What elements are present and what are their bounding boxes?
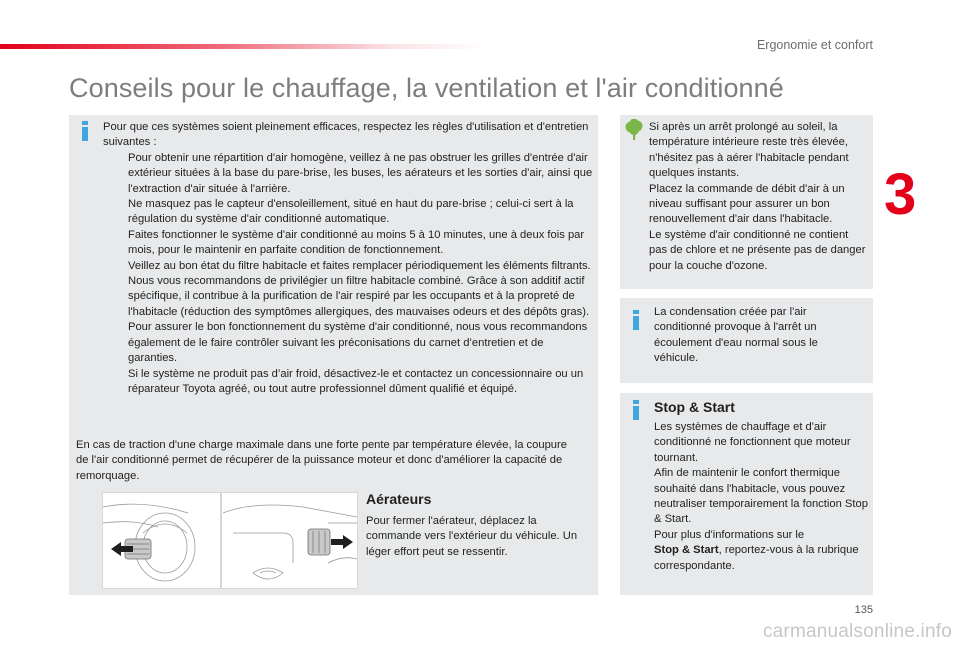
intro-paragraph: Pour que ces systèmes soient pleinement efficaces, respectez les règles d'utilisation et d'entretien suivantes : (103, 121, 589, 149)
watermark: carmanualsonline.info (762, 621, 952, 642)
list-item: Pour assurer le bon fonctionnement du système d'air conditionné, nous vous recommandons également de le faire contrôler suivant les préconisations du carnet d’entretien et de garanties. (128, 321, 588, 365)
list-item: Ne masquez pas le capteur d'ensoleillement, situé en haut du pare-brise ; celui-ci sert à la régulation du système d'air conditionné automatique. (128, 198, 574, 226)
info-icon (80, 121, 89, 141)
air-vent-arrow-icon (103, 493, 357, 588)
list-item: Faites fonctionner le système d'air conditionné au moins 5 à 10 minutes, une à deux fois par mois, pour le maintenir en parfaite condition de fonctionnement. (128, 228, 585, 257)
main-advice-text (103, 120, 593, 397)
aerateurs-text: Pour fermer l'aérateur, déplacez la commande vers l'extérieur du véhicule. Un léger effort peut se ressentir. (366, 515, 578, 558)
page-number: 135 (854, 604, 873, 616)
sun-tip-text (649, 120, 869, 274)
list-item: Pour obtenir une répartition d'air homogène, veillez à ne pas obstruer les grilles d'entrée d'air extérieur situées à la base du pare-brise, les buses, les aérateurs et les sorties d'air, ainsi que l'extraction d'air située à l'arrière. (128, 151, 593, 195)
stop-start-text: Les systèmes de chauffage et d'air conditionné ne fonctionnent que moteur tournant. Afin de maintenir le confort thermique souhaité dans l'habitacle, vous pouvez neutraliser temporairement la fonction Stop & Start. Pour plus d'informations sur le Stop & Start, reportez-vous à la rubrique correspondante. (654, 421, 868, 572)
dashboard-vents-illustration (102, 492, 358, 589)
sun-tip-line: Le système d'air conditionné ne contient pas de chlore et ne présente pas de danger pour la couche d'ozone. (649, 228, 866, 272)
condensation-text: La condensation créée par l'air conditionné provoque à l'arrêt un écoulement d'eau normal sous le véhicule. (654, 306, 818, 365)
filter-recommendation: Nous vous recommandons de privilégier un filtre habitacle combiné. Grâce à son additif actif spécifique, il contribue à la purification de l'air respiré par les occupants et à la propreté de l'habitacle (réduction des symptômes allergiques, des mauvaises odeurs et des dépôts gras). (128, 275, 590, 318)
info-icon (631, 310, 640, 330)
section-label: Ergonomie et confort (756, 38, 873, 52)
info-icon (631, 400, 640, 420)
sun-tip-line: Si après un arrêt prolongé au soleil, la température intérieure reste très élevée, n'hésitez pas à aérer l'habitacle pendant quelques instants. (649, 121, 849, 180)
page-title: Conseils pour le chauffage, la ventilation et l'air conditionné (69, 73, 784, 103)
aerateurs-heading: Aérateurs (366, 491, 432, 507)
list-item: Veillez au bon état du filtre habitacle et faites remplacer périodiquement les éléments filtrants. Nous vous recommandons de privilégier un filtre habitacle combiné. Grâce à son additif actif spécifique, il contribue à la purification de l'air respiré par les occupants et à la propreté de l'habitacle (réduction des symptômes allergiques, des mauvaises odeurs et des dépôts gras). (128, 259, 591, 318)
sun-tip-line: Placez la commande de débit d'air à un niveau suffisant pour assurer un bon renouvellement d'air dans l'habitacle. (649, 182, 845, 226)
stop-start-heading: Stop & Start (654, 399, 735, 415)
towing-paragraph: En cas de traction d'une charge maximale dans une forte pente par température élevée, la coupure de l'air conditionné permet de récupérer de la puissance moteur et donc d'améliorer la capacité de remorquage. (76, 439, 567, 482)
stop-start-reference: Stop & Start (654, 544, 719, 557)
list-item: Si le système ne produit pas d’air froid, désactivez-le et contactez un concessionnaire ou un réparateur Toyota agréé, ou tout autre professionnel dûment qualifié et équipé. (128, 367, 584, 395)
chapter-number: 3 (884, 162, 917, 227)
advice-list (103, 151, 593, 398)
header-accent-bar (0, 44, 490, 49)
eco-tree-icon (624, 119, 644, 141)
